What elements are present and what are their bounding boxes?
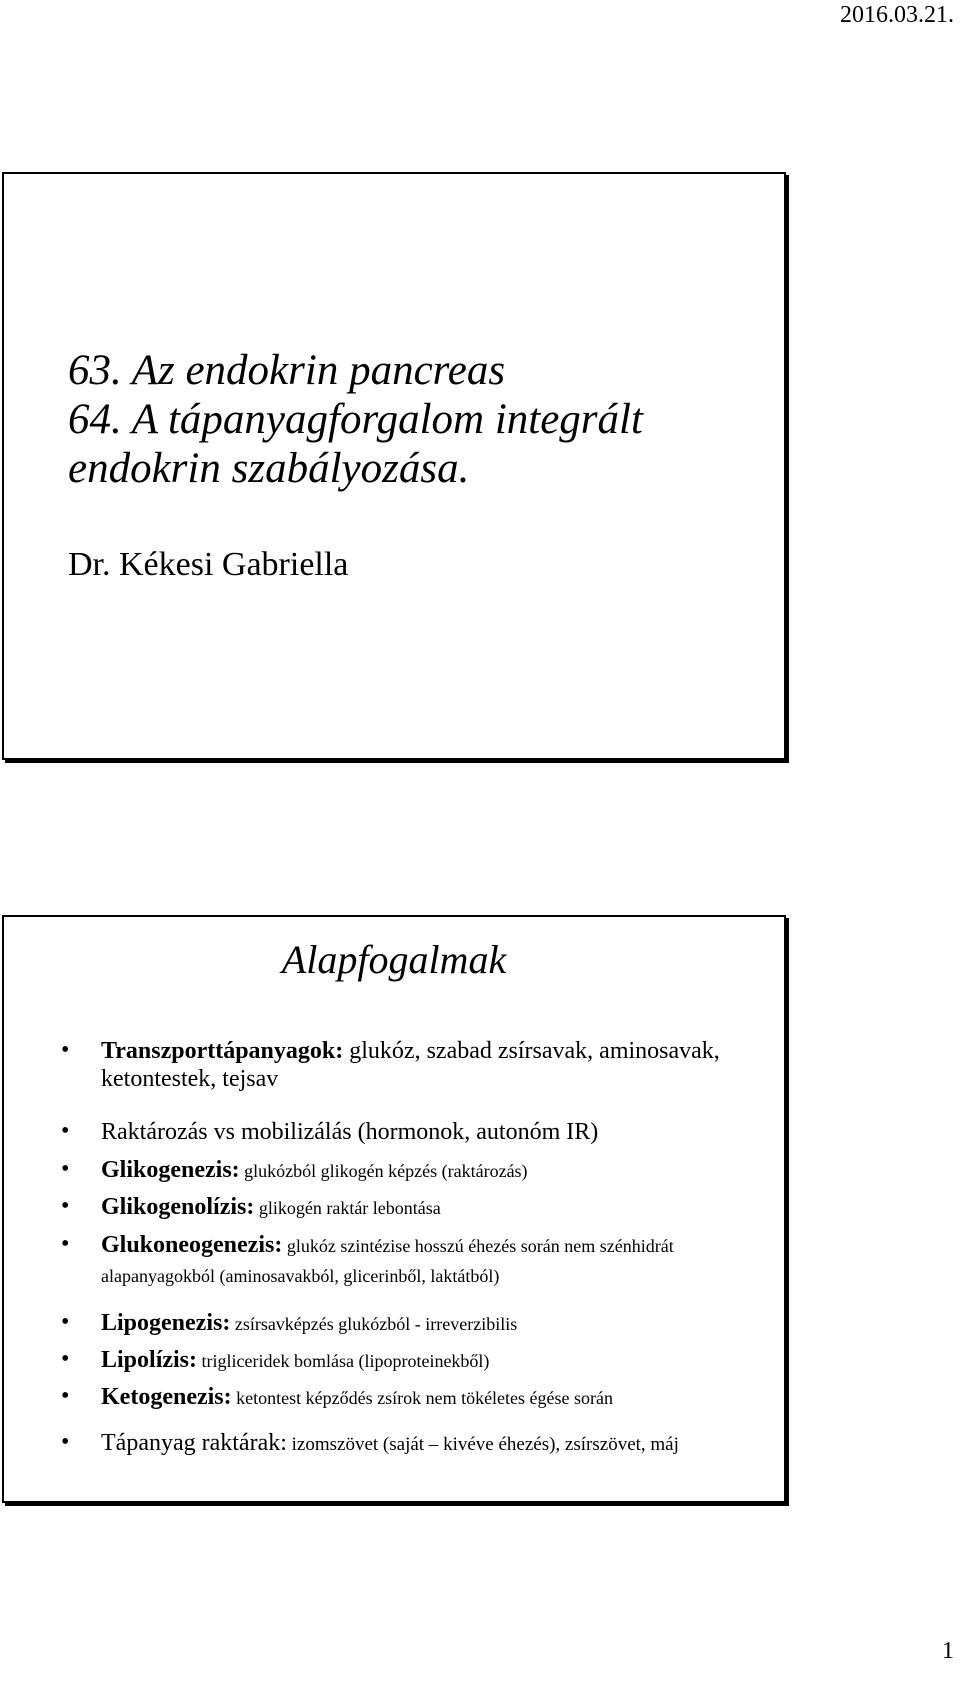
- definition: glukóz, szabad zsírsavak, aminosavak, ketontestek, tejsav: [101, 1038, 720, 1092]
- bullet-icon: •: [61, 1429, 70, 1455]
- bullet-icon: •: [61, 1118, 70, 1144]
- bullet-icon: •: [61, 1156, 70, 1182]
- term: Ketogenezis:: [101, 1384, 232, 1410]
- bullet-icon: •: [61, 1231, 70, 1257]
- slide-title: Alapfogalmak: [281, 937, 507, 982]
- bullet-icon: •: [61, 1383, 70, 1409]
- definition: Raktározás vs mobilizálás (hormonok, autonóm IR): [101, 1119, 599, 1145]
- title-line-2: 64. A tápanyagforgalom integrált: [68, 396, 643, 443]
- definition: glikogén raktár lebontása: [254, 1198, 441, 1218]
- header-date: 2016.03.21.: [840, 2, 954, 28]
- definition: glukóz szintézise hosszú éhezés során nem szénhidrát alapanyagokból (aminosavakból, glicerinből, laktátból): [101, 1236, 674, 1286]
- definition: zsírsavképzés glukózból - irreverzibilis: [230, 1314, 518, 1334]
- bullet-icon: •: [61, 1309, 70, 1335]
- bullet-icon: •: [61, 1346, 70, 1372]
- title-line-1: 63. Az endokrin pancreas: [68, 347, 506, 394]
- definition: ketontest képződés zsírok nem tökéletes égése során: [231, 1388, 613, 1408]
- definition: glukózból glikogén képzés (raktározás): [239, 1161, 528, 1181]
- slide-title-card: [2, 172, 786, 760]
- title-line-3: endokrin szabályozása.: [68, 445, 470, 492]
- bullet-icon: •: [61, 1193, 70, 1219]
- term: Tápanyag raktárak:: [101, 1430, 287, 1456]
- term: Lipogenezis:: [101, 1310, 231, 1336]
- definition: izomszövet (saját – kivéve éhezés), zsírszövet, máj: [286, 1434, 679, 1455]
- term: Lipolízis:: [101, 1347, 198, 1373]
- term: Glukoneogenezis:: [101, 1232, 283, 1258]
- bullet-icon: •: [61, 1037, 70, 1063]
- definition: trigliceridek bomlása (lipoproteinekből): [197, 1351, 490, 1371]
- page-number: 1: [942, 1638, 954, 1664]
- slide-alapfogalmak: [2, 915, 786, 1503]
- author: Dr. Kékesi Gabriella: [68, 546, 349, 583]
- term: Glikogenolízis:: [101, 1194, 255, 1220]
- slide-title: [68, 346, 768, 493]
- term: Transzporttápanyagok:: [101, 1038, 344, 1064]
- term: Glikogenezis:: [101, 1157, 240, 1183]
